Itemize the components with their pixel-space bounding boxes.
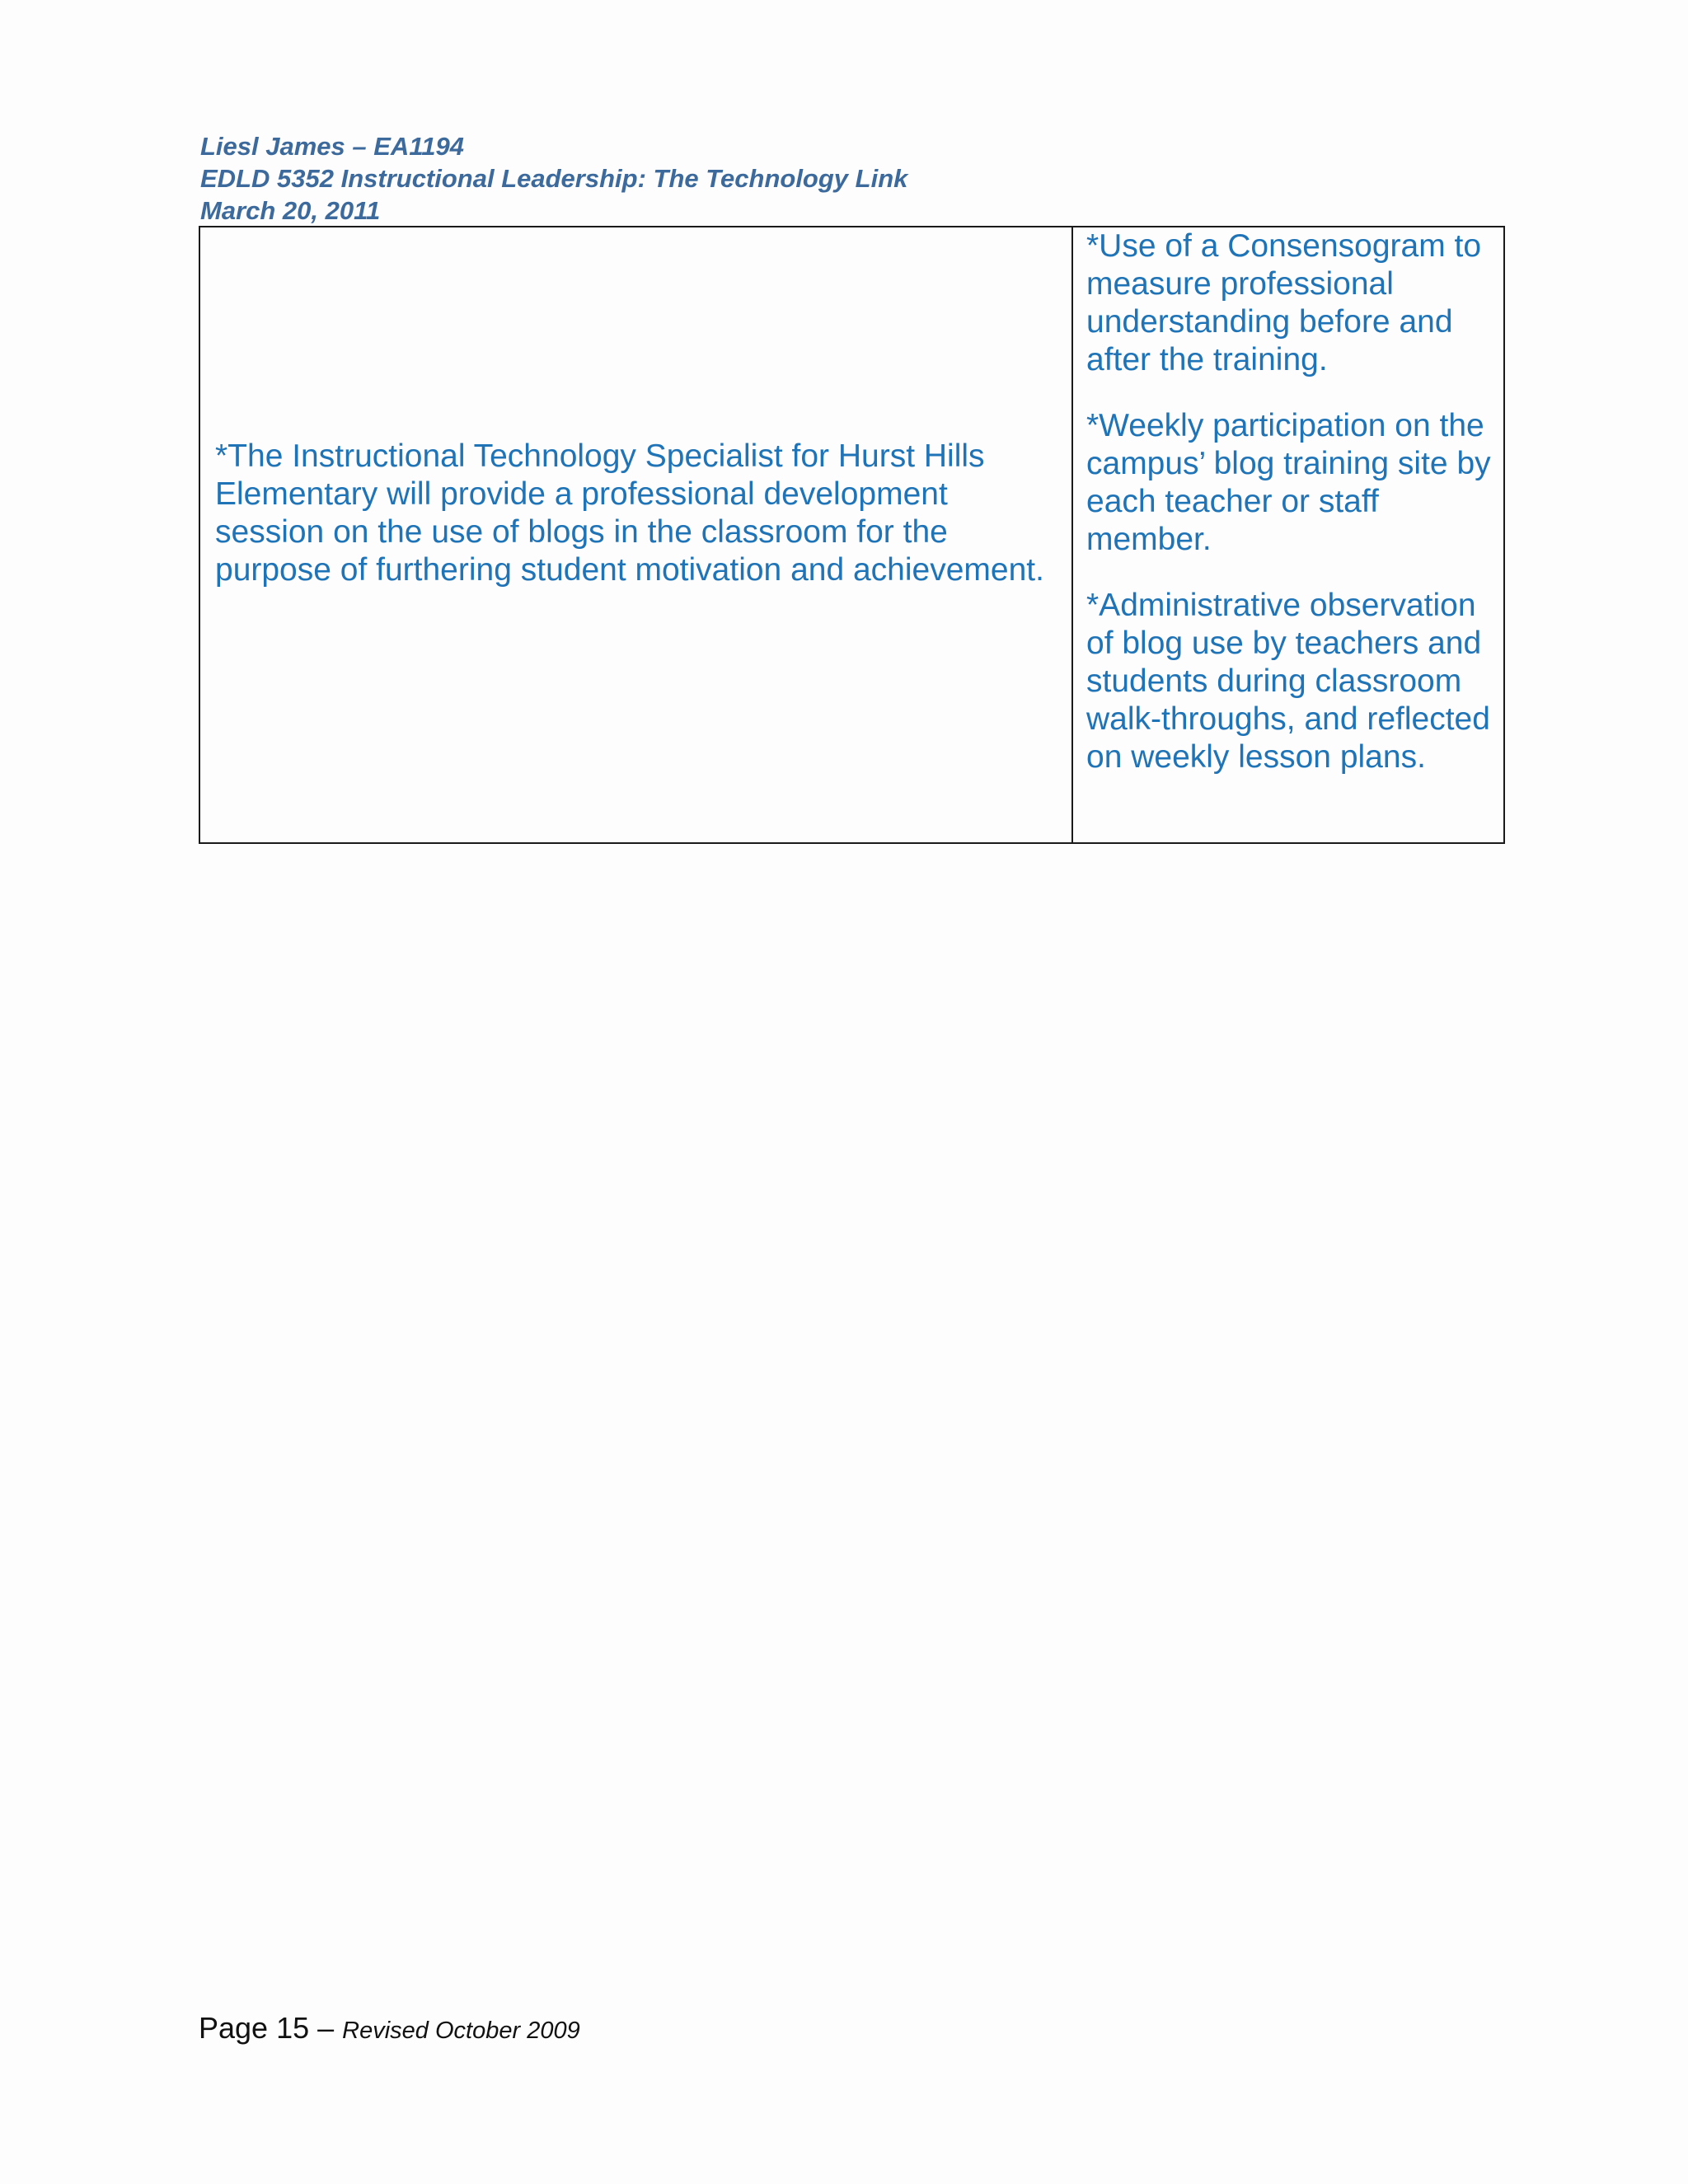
date-line: March 20, 2011	[200, 196, 381, 225]
revision-note: Revised October 2009	[342, 2018, 580, 2044]
evaluation-item-1: *Use of a Consensogram to measure professional understanding before and after the training.	[1086, 228, 1482, 377]
author-line: Liesl James – EA1194	[200, 132, 464, 161]
evaluation-item-2: *Weekly participation on the campus’ blog training site by each teacher or staff member.	[1086, 408, 1491, 557]
evaluation-item-3: *Administrative observation of blog use by teachers and students during classroom walk-throughs, and reflected on weekly lesson plans.	[1086, 588, 1490, 775]
course-line: EDLD 5352 Instructional Leadership: The Technology Link	[200, 164, 908, 193]
action-text: *The Instructional Technology Specialist for Hurst Hills Elementary will provide a professional development session on the use of blogs in the classroom for the purpose of furthering student motivation and achievement.	[215, 438, 1044, 588]
page-footer	[199, 2011, 580, 2046]
action-plan-table	[199, 226, 1505, 844]
table-cell-evaluation	[1073, 227, 1503, 842]
document-header	[200, 130, 907, 227]
table-cell-action	[200, 227, 1073, 842]
page-number: Page 15 –	[199, 2011, 343, 2045]
